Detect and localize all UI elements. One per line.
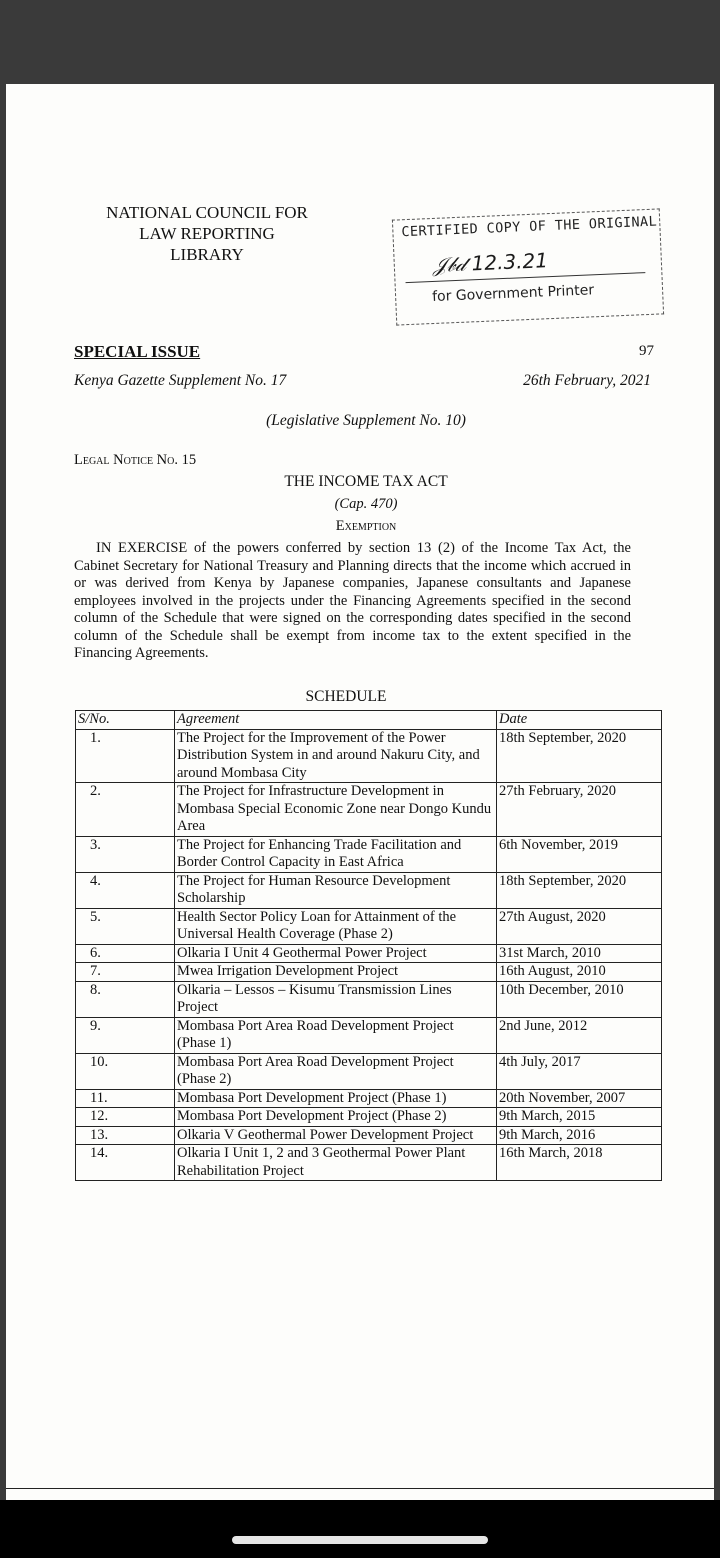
table-row — [76, 872, 662, 908]
table-row — [76, 1053, 662, 1089]
table-row — [76, 1089, 662, 1108]
agreement-cell: Mombasa Port Development Project (Phase 1) — [175, 1089, 497, 1108]
document-page — [6, 84, 714, 1500]
table-row — [76, 836, 662, 872]
date-cell: 31st March, 2010 — [497, 944, 662, 963]
notice-body: IN EXERCISE of the powers conferred by section 13 (2) of the Income Tax Act, the Cabinet Secretary for National Treasury and Planning directs that the income which accrued in or was derived from Kenya by Japanese companies, Japanese consultants and Japanese employees involved in the projects under the Financing Agreements specified in the second column of the Schedule that were signed on the corresponding dates specified in the second column of the Schedule shall be exempt from income tax to the extent specified in the Financing Agreements. — [74, 540, 631, 661]
table-row — [76, 783, 662, 837]
schedule-table-body — [76, 729, 662, 1181]
table-header-row — [76, 711, 662, 730]
stamp-top-text: CERTIFIED COPY OF THE ORIGINAL — [401, 213, 658, 241]
gazette-supplement: Kenya Gazette Supplement No. 17 — [74, 372, 287, 389]
date-cell: 18th September, 2020 — [497, 729, 662, 783]
library-line-1: NATIONAL COUNCIL FOR — [106, 203, 308, 222]
column-header-sno: S/No. — [76, 711, 175, 730]
agreement-cell: The Project for Infrastructure Development in Mombasa Special Economic Zone near Dongo Kundu Area — [175, 783, 497, 837]
sno-cell: 11. — [76, 1089, 175, 1108]
schedule-title: SCHEDULE — [305, 688, 387, 705]
agreement-cell: The Project for Human Resource Development Scholarship — [175, 872, 497, 908]
library-heading — [102, 202, 312, 265]
table-row — [76, 1126, 662, 1145]
date-cell: 6th November, 2019 — [497, 836, 662, 872]
table-row — [76, 729, 662, 783]
sno-cell: 6. — [76, 944, 175, 963]
special-issue-title: SPECIAL ISSUE — [74, 342, 201, 361]
home-indicator[interactable] — [232, 1536, 488, 1544]
table-row — [76, 908, 662, 944]
agreement-cell: Health Sector Policy Loan for Attainment of the Universal Health Coverage (Phase 2) — [175, 908, 497, 944]
agreement-cell: Mombasa Port Area Road Development Project (Phase 1) — [175, 1017, 497, 1053]
certified-stamp — [392, 208, 664, 325]
sno-cell: 10. — [76, 1053, 175, 1089]
stamp-bottom-text: for Government Printer — [431, 282, 595, 306]
date-cell: 18th September, 2020 — [497, 872, 662, 908]
gazette-date: 26th February, 2021 — [523, 372, 651, 389]
page-number: 97 — [639, 343, 654, 359]
date-cell: 4th July, 2017 — [497, 1053, 662, 1089]
table-row — [76, 963, 662, 982]
sno-cell: 8. — [76, 981, 175, 1017]
schedule-table — [75, 710, 662, 1181]
sno-cell: 3. — [76, 836, 175, 872]
date-cell: 20th November, 2007 — [497, 1089, 662, 1108]
sno-cell: 12. — [76, 1108, 175, 1127]
date-cell: 9th March, 2016 — [497, 1126, 662, 1145]
sno-cell: 5. — [76, 908, 175, 944]
date-cell: 16th August, 2010 — [497, 963, 662, 982]
sno-cell: 4. — [76, 872, 175, 908]
agreement-cell: Olkaria – Lessos – Kisumu Transmission Lines Project — [175, 981, 497, 1017]
footer-rule — [6, 1488, 714, 1489]
legal-notice-number: Legal Notice No. 15 — [74, 452, 197, 468]
act-title: THE INCOME TAX ACT — [284, 473, 448, 490]
date-cell: 10th December, 2010 — [497, 981, 662, 1017]
agreement-cell: Olkaria I Unit 1, 2 and 3 Geothermal Power Plant Rehabilitation Project — [175, 1145, 497, 1181]
top-bar — [0, 0, 720, 84]
date-cell: 27th February, 2020 — [497, 783, 662, 837]
sno-cell: 1. — [76, 729, 175, 783]
act-chapter: (Cap. 470) — [334, 496, 398, 512]
date-cell: 2nd June, 2012 — [497, 1017, 662, 1053]
agreement-cell: Olkaria I Unit 4 Geothermal Power Project — [175, 944, 497, 963]
agreement-cell: The Project for the Improvement of the Power Distribution System in and around Nakuru City, and around Mombasa City — [175, 729, 497, 783]
agreement-cell: Olkaria V Geothermal Power Development Project — [175, 1126, 497, 1145]
sno-cell: 9. — [76, 1017, 175, 1053]
table-row — [76, 1017, 662, 1053]
table-row — [76, 1145, 662, 1181]
column-header-date: Date — [497, 711, 662, 730]
agreement-cell: Mombasa Port Area Road Development Project (Phase 2) — [175, 1053, 497, 1089]
column-header-agreement: Agreement — [175, 711, 497, 730]
agreement-cell: The Project for Enhancing Trade Facilitation and Border Control Capacity in East Africa — [175, 836, 497, 872]
sno-cell: 14. — [76, 1145, 175, 1181]
stamp-signature: 𝒥𝒷𝒹 12.3.21 — [432, 248, 549, 277]
table-row — [76, 944, 662, 963]
legislative-supplement: (Legislative Supplement No. 10) — [266, 412, 466, 429]
library-line-2: LAW REPORTING — [139, 224, 275, 243]
date-cell: 9th March, 2015 — [497, 1108, 662, 1127]
bottom-bar — [0, 1500, 720, 1558]
date-cell: 16th March, 2018 — [497, 1145, 662, 1181]
sno-cell: 2. — [76, 783, 175, 837]
table-row — [76, 1108, 662, 1127]
library-line-3: LIBRARY — [170, 245, 244, 264]
table-row — [76, 981, 662, 1017]
sno-cell: 13. — [76, 1126, 175, 1145]
agreement-cell: Mombasa Port Development Project (Phase 2) — [175, 1108, 497, 1127]
sno-cell: 7. — [76, 963, 175, 982]
notice-heading: Exemption — [335, 518, 397, 534]
agreement-cell: Mwea Irrigation Development Project — [175, 963, 497, 982]
date-cell: 27th August, 2020 — [497, 908, 662, 944]
